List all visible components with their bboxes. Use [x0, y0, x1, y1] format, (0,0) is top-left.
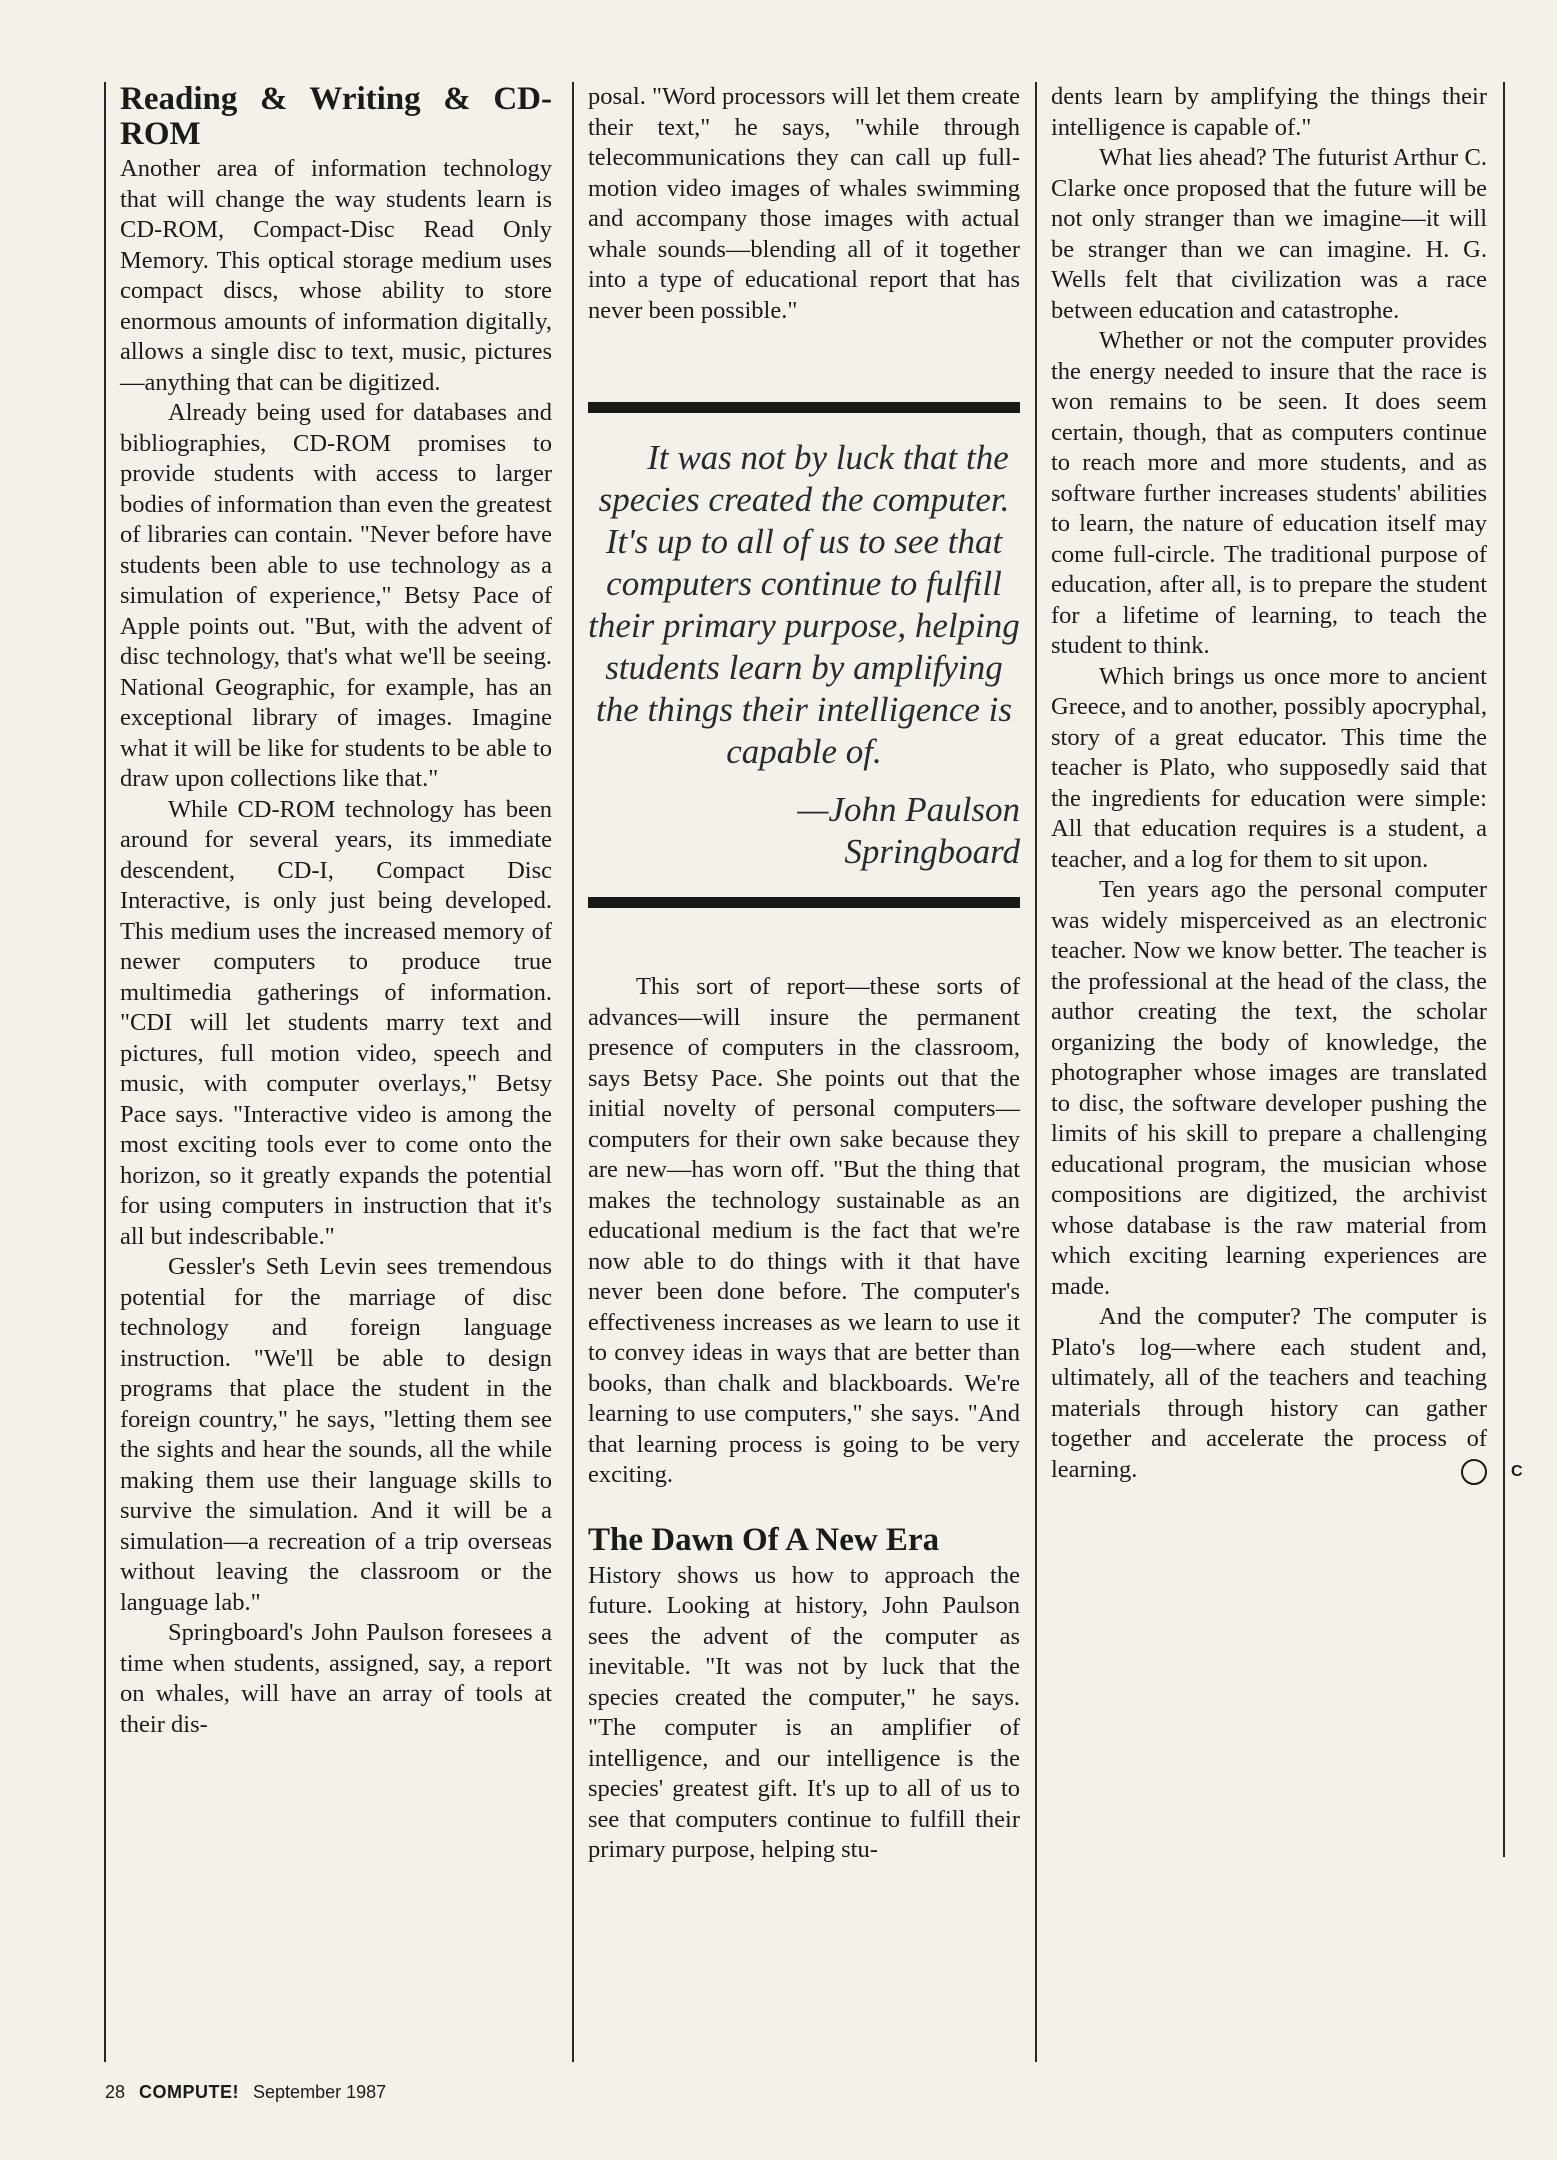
paragraph: posal. "Word processors will let them create their text," he says, "while through telecommunications they can call up full-motion video images of whales swimming and accompany those images with actual whale sounds—blending all of it together into a type of educational report that has never been possible."	[588, 83, 1020, 324]
paragraph: This sort of report—these sorts of advances—will insure the permanent presence of computers in the classroom, says Betsy Pace. She points out that the initial novelty of personal computers—computers for their own sake because they are new—has worn off. "But the thing that makes the technology sustainable as an educational medium is the fact that we're now able to do things with it that have never been done before. The computer's effectiveness increases as we learn to use it to convey ideas in ways that are better than books, than chalk and blackboards. We're learning to use computers," she says. "And that learning process is going to be very exciting.	[588, 973, 1020, 1488]
column-2	[588, 82, 1020, 1866]
paragraph: dents learn by amplifying the things their intelligence is capable of."	[1051, 83, 1487, 141]
magazine-name: COMPUTE!	[139, 2082, 240, 2102]
paragraph: What lies ahead? The futurist Arthur C. Clarke once proposed that the future will be not only stranger than we imagine—it will be stranger than we can imagine. H. G. Wells felt that civilization was a race between education and catastrophe.	[1051, 144, 1487, 324]
paragraph: Springboard's John Paulson foresees a time when students, assigned, say, a report on whales, will have an array of tools at their dis-	[120, 1619, 552, 1738]
paragraph: Already being used for databases and bibliographies, CD-ROM promises to provide students with access to larger bodies of information than even the greatest of libraries can contain. "Never before have students been able to use technology as a simulation of experience," Betsy Pace of Apple points out. "But, with the advent of disc technology, that's what we'll be seeing. National Geographic, for example, has an exceptional library of images. Imagine what it will be like for students to be able to draw upon collections like that."	[120, 399, 552, 792]
paragraph: While CD-ROM technology has been around for several years, its immediate descendent, CD-I, Compact Disc Interactive, is only just being developed. This medium uses the increased memory of newer computers to produce true multimedia gatherings of information. "CDI will let students marry text and pictures, full motion video, speech and music, with computer overlays," Betsy Pace says. "Interactive video is among the most exciting tools ever to come onto the horizon, so it greatly expands the potential for using computers in instruction that it's all but indescribable."	[120, 795, 552, 1250]
pull-quote: It was not by luck that the species created the computer. It's up to all of us to see that computers continue to fulfill their primary purpose, helping students learn by amplifying the things their intelligence is capable of.	[588, 438, 1020, 771]
column-rule-left	[104, 82, 106, 2062]
paragraph: Which brings us once more to ancient Greece, and to another, possibly apocryphal, story of a great educator. This time the teacher is Plato, who supposedly said that the ingredients for education were simple: All that education requires is a student, a teacher, and a log for them to sit upon.	[1051, 662, 1487, 873]
column-rule-right	[1503, 82, 1505, 1857]
column-3	[1051, 82, 1523, 1485]
column-rule-1	[572, 82, 574, 2062]
pull-quote-top-bar	[588, 402, 1020, 413]
paragraph: Whether or not the computer provides the energy needed to insure that the race is won remains to be seen. It does seem certain, though, that as computers continue to reach more and more students, and as software further increases students' abilities to learn, the nature of education itself may come full-circle. The traditional purpose of education, after all, is to prepare the student for a lifetime of learning, to teach the student to think.	[1051, 327, 1487, 659]
pull-quote-attribution-org: Springboard	[844, 832, 1020, 871]
section-heading-new-era: The Dawn Of A New Era	[588, 1521, 940, 1558]
column-rule-2	[1035, 82, 1037, 2062]
paragraph: Ten years ago the personal computer was widely misperceived as an electronic teacher. Now we know better. The teacher is the professional at the head of the class, the author creating the text, the scholar organizing the body of knowledge, the photographer whose images are translated to disc, the software developer pushing the limits of his skill to prepare a challenging educational program, the musician whose compositions are digitized, the archivist whose database is the raw material from which exciting learning experiences are made.	[1051, 876, 1487, 1300]
paragraph: Gessler's Seth Levin sees tremendous potential for the marriage of disc technology and foreign language instruction. "We'll be able to design programs that place the student in the foreign country," he says, "letting them see the sights and hear the sounds, all the while making them use their language skills to survive the simulation. And it will be a simulation—a recreation of a trip overseas without leaving the classroom or the language lab."	[120, 1253, 552, 1616]
paragraph-text: And the computer? The computer is Plato's log—where each student and, ultimately, all of the teachers and teaching materials through history can gather together and accelerate the process of learning.	[1051, 1303, 1487, 1483]
page-number: 28	[105, 2082, 126, 2102]
page-footer	[105, 2082, 386, 2103]
end-of-article-icon: C	[1461, 1459, 1487, 1485]
issue-date: September 1987	[253, 2082, 387, 2102]
paragraph: Another area of information technology that will change the way students learn is CD-ROM, Compact-Disc Read Only Memory. This optical storage medium uses compact discs, whose ability to store enormous amounts of information digitally, allows a single disc to text, music, pictures—anything that can be digitized.	[120, 155, 552, 396]
column-1	[120, 82, 552, 1740]
paragraph: History shows us how to approach the future. Looking at history, John Paulson sees the advent of the computer as inevitable. "It was not by luck that the species created the computer," he says. "The computer is an amplifier of intelligence, and our intelligence is the species' greatest gift. It's up to all of us to see that computers continue to fulfill their primary purpose, helping stu-	[588, 1561, 1020, 1863]
pull-quote-attribution-name: —John Paulson	[797, 790, 1020, 829]
section-heading-cd-rom: Reading & Writing & CD-ROM	[120, 81, 552, 152]
paragraph	[1051, 1302, 1523, 1485]
pull-quote-bottom-bar	[588, 897, 1020, 908]
